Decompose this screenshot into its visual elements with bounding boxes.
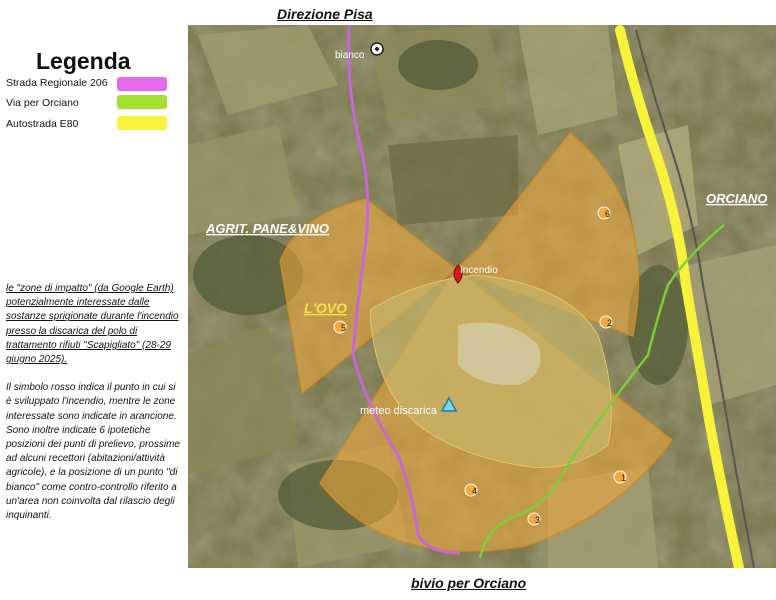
sampling-point-number: 4 [472,486,478,496]
orciano-label: ORCIANO [706,191,768,206]
agriturismo-label: AGRIT. PANE&VINO [206,221,330,236]
control-point-dot [375,47,379,51]
legend-label: Strada Regionale 206 [6,77,108,89]
legend-title: Legenda [36,48,131,74]
legend-item-autostrada [6,118,78,130]
legend-label: Via per Orciano [6,97,79,109]
legend-item-via-orciano [6,97,79,109]
sampling-point-5[interactable] [334,321,346,333]
map-description [6,282,182,537]
sampling-point-2[interactable] [600,316,612,328]
description-paragraph: Il simbolo rosso indica il punto in cui si è sviluppato l'incendio, mentre le zone interessate sono indicate in arancione. Sono inoltre indicate 6 ipotetiche posizioni dei punti di prelievo, prossime ad alcuni recettori (abitazioni/attività agricole), e la posizione di un punto "di bianco" come contro-controllo riferito a un'area non coinvolta dal rilascio degli inquinanti. [6,382,180,522]
direction-north-label: Direzione Pisa [277,6,373,22]
legend-item-strada-regionale [6,77,108,89]
incendio-label: Incendio [460,265,498,276]
description-paragraph: le "zone di impatto" (da Google Earth) potenzialmente interessate dalle sostanze sprigionate durante l'incendio presso la discarica del polo di trattamento rifiuti "Scapigliato" (28-29 giugno 2025). [6,283,179,366]
satellite-map[interactable] [188,25,776,568]
sampling-point-3[interactable] [528,513,540,525]
sampling-point-number: 3 [535,515,541,525]
sampling-point-number: 5 [341,323,347,333]
sampling-point-number: 6 [605,209,611,219]
legend-label: Autostrada E80 [6,118,79,130]
legend-swatch-yellow [117,116,167,130]
ovo-label: L'OVO [304,300,347,316]
sampling-point-4[interactable] [465,484,477,496]
legend-swatch-magenta [117,77,167,91]
direction-south-label: bivio per Orciano [411,575,527,591]
meteo-label: meteo discarica [360,405,438,417]
sampling-point-number: 2 [607,318,613,328]
bianco-label: bianco [335,50,365,61]
sampling-point-6[interactable] [598,207,610,219]
sampling-point-number: 1 [621,473,627,483]
legend-swatch-green [117,95,167,109]
sampling-point-1[interactable] [614,471,626,483]
